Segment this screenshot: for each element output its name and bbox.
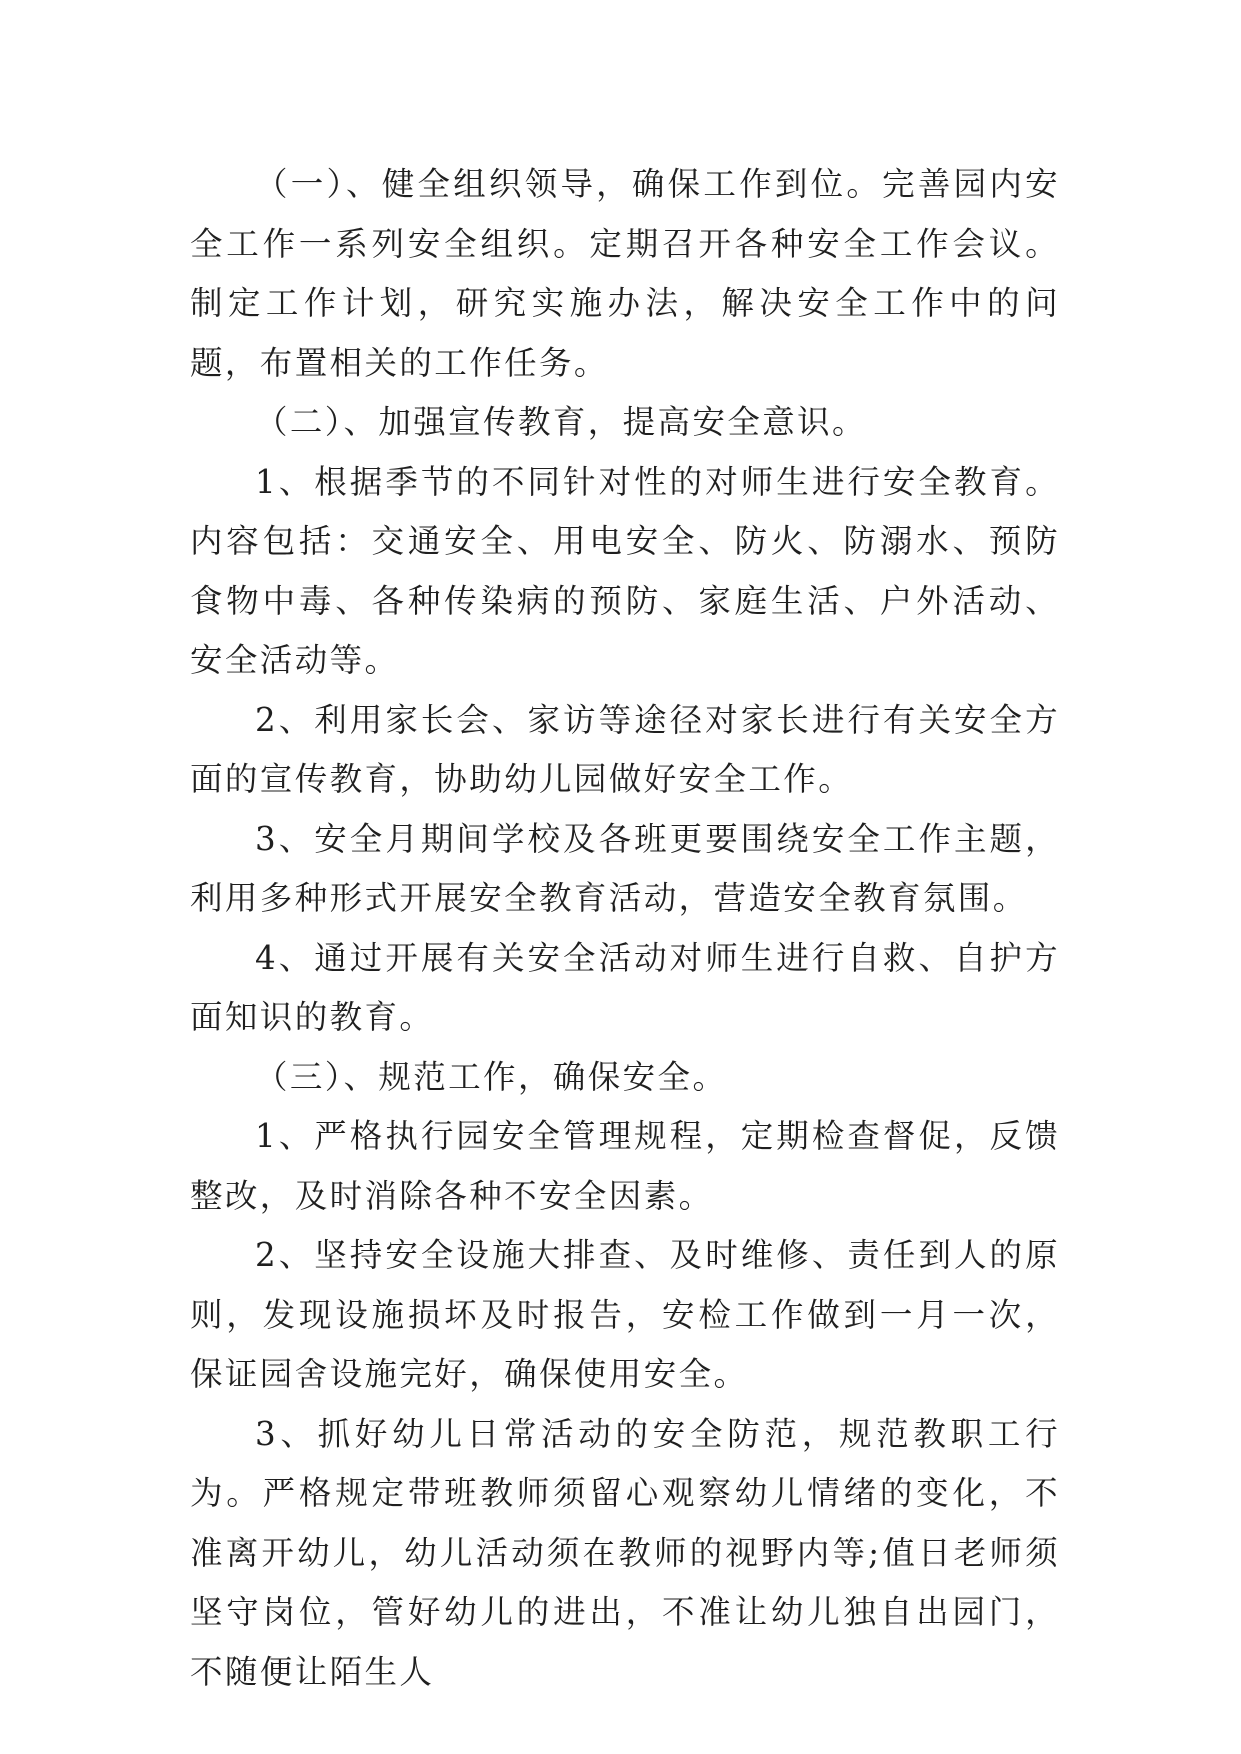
paragraph-daily-activities: 3、抓好幼儿日常活动的安全防范，规范教职工行为。严格规定带班教师须留心观察幼儿情绪的变化，不准离开幼儿，幼儿活动须在教师的视野内等;值日老师须坚守岗位，管好幼儿的进出，不准让幼儿独自出园门，不随便让陌生人 <box>190 1414 1060 1691</box>
document-body <box>190 155 1060 1702</box>
paragraph-safety-rules: 1、严格执行园安全管理规程，定期检查督促，反馈整改，及时消除各种不安全因素。 <box>190 1117 1060 1215</box>
paragraph-org-leadership: （一）、健全组织领导，确保工作到位。完善园内安全工作一系列安全组织。定期召开各种安全工作会议。制定工作计划，研究实施办法，解决安全工作中的问题，布置相关的工作任务。 <box>190 165 1060 382</box>
paragraph-self-rescue: 4、通过开展有关安全活动对师生进行自救、自护方面知识的教育。 <box>190 938 1060 1036</box>
paragraph-facility-inspection: 2、坚持安全设施大排查、及时维修、责任到人的原则，发现设施损坏及时报告，安检工作做到一月一次，保证园舍设施完好，确保使用安全。 <box>190 1236 1060 1393</box>
paragraph-safety-month: 3、安全月期间学校及各班更要围绕安全工作主题，利用多种形式开展安全教育活动，营造安全教育氛围。 <box>190 819 1060 917</box>
paragraph-heading-standards: （三）、规范工作，确保安全。 <box>255 1057 728 1096</box>
paragraph-seasonal-education: 1、根据季节的不同针对性的对师生进行安全教育。内容包括：交通安全、用电安全、防火、防溺水、预防食物中毒、各种传染病的预防、家庭生活、户外活动、安全活动等。 <box>190 462 1060 679</box>
paragraph-parent-meeting: 2、利用家长会、家访等途径对家长进行有关安全方面的宣传教育，协助幼儿园做好安全工作。 <box>190 700 1060 798</box>
paragraph-heading-education: （二）、加强宣传教育，提高安全意识。 <box>255 403 867 441</box>
